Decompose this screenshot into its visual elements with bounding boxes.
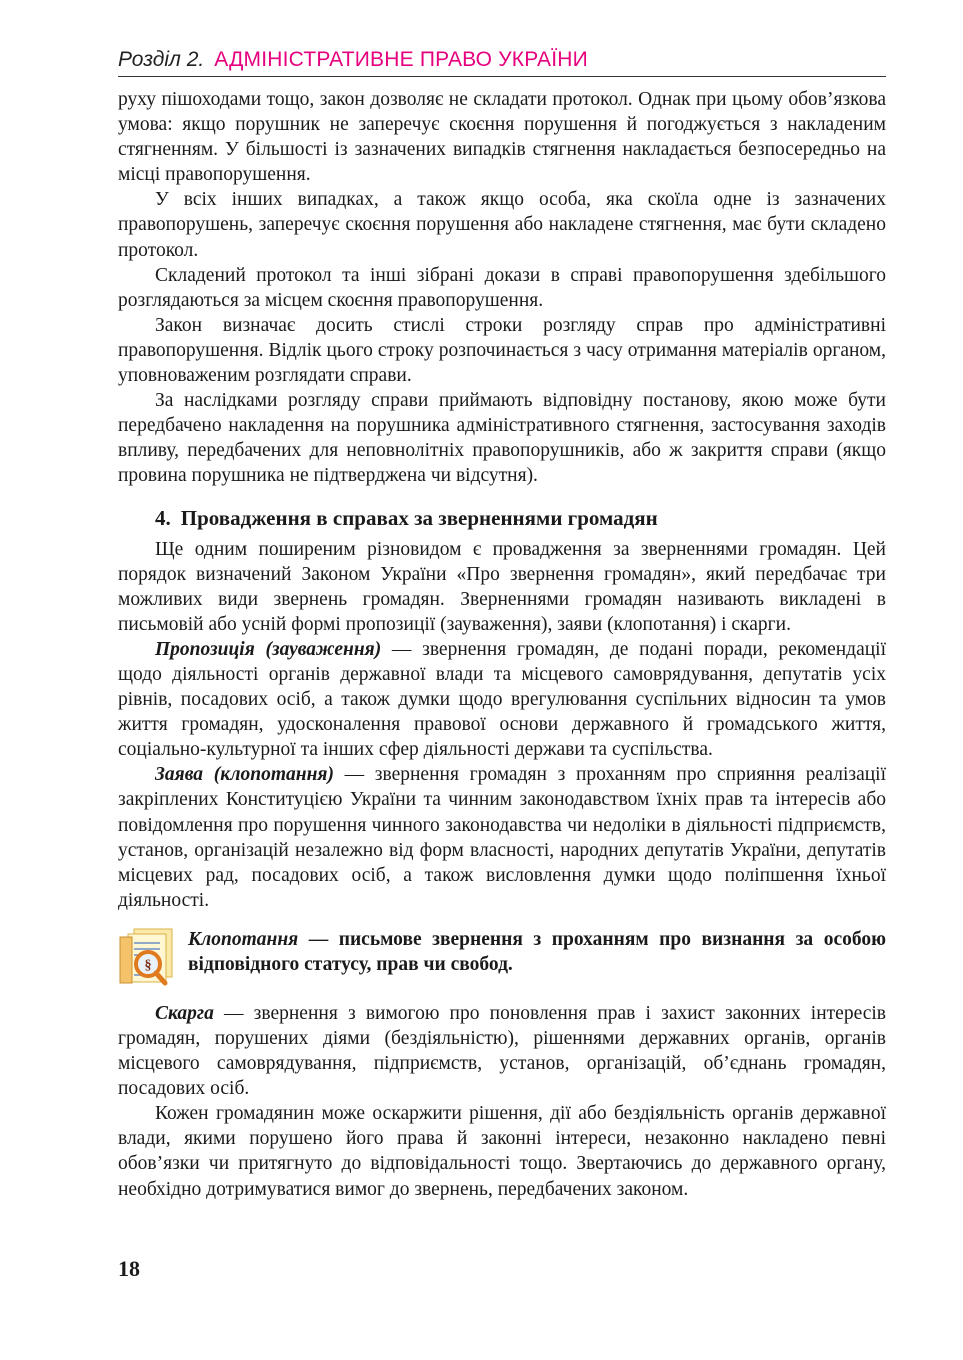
paragraph: Складений протокол та інші зібрані докази в справі правопорушення здебільшого розглядаються за місцем скоєння правопорушення. — [118, 264, 886, 311]
section-label: Розділ 2. — [118, 48, 205, 71]
paragraph: руху пішоходами тощо, закон дозволяє не складати протокол. Однак при цьому обов’язкова умова: якщо порушник не заперечує скоєння порушення й погоджується з накладеним стягненням. У більшості із зазначених випадків стягнення накладається безпосередньо на місці правопорушення. — [118, 89, 886, 186]
definition-application — [118, 762, 886, 913]
callout-text: — письмове звернення з проханням про визнання за особою відповідного статусу, прав чи свобод. — [188, 928, 886, 975]
page-body — [118, 87, 886, 1202]
law-document-magnifier-icon — [118, 927, 178, 991]
definition-text: — звернення громадян з проханням про сприяння реалізації закріплених Конституцією України та чинним законодавством їхніх прав та інтересів або повідомлення про порушення чинного законодавства чи недоліки в діяльності підприємств, установ, організацій незалежно від форм власності, народних депутатів України, депутатів місцевих рад, посадових осіб, а також висловлення думки щодо поліпшення їхньої діяльності. — [118, 764, 886, 911]
callout-definition — [188, 927, 886, 977]
definition-text: — звернення з вимогою про поновлення прав і захист законних інтересів громадян, порушених діями (бездіяльністю), рішеннями державних органів, органів місцевого самоврядування, підприємств, установ, організацій, об’єднань громадян, посадових осіб. — [118, 1002, 886, 1100]
section-heading — [118, 505, 886, 531]
paragraph: Ще одним поширеним різновидом є провадження за зверненнями громадян. Цей порядок визначений Законом України «Про звернення громадян», який передбачає три можливих види звернень громадян. Зверненнями громадян називають викладені в письмовій або усній формі пропозиції (зауваження), заяви (клопотання) і скарги. — [118, 538, 886, 635]
paragraph: Закон визначає досить стислі строки розгляду справ про адміністративні правопорушення. Відлік цього строку розпочинається з часу отримання матеріалів органом, уповноваженим розглядати справи. — [118, 314, 886, 387]
svg-text:§: § — [144, 957, 152, 973]
definition-text: — звернення громадян, де подані поради, рекомендації щодо діяльності органів державної влади та місцевого самоврядування, депутатів усіх рівнів, посадових осіб, а також думки щодо врегулювання суспільних відносин та умов життя громадян, удосконалення правової основи державного й громадського життя, соціально-культурної та інших сфер діяльності держави та суспільства. — [118, 638, 887, 761]
definition-proposal — [118, 637, 886, 762]
definition-callout — [118, 927, 886, 991]
section-heading-text: Провадження в справах за зверненнями громадян — [180, 505, 658, 530]
term-proposal: Пропозиція (зауваження) — [155, 638, 382, 660]
definition-complaint — [118, 1001, 886, 1101]
term-application: Заява (клопотання) — [155, 764, 334, 786]
section-number: 4. — [155, 505, 171, 530]
chapter-title: АДМІНІСТРАТИВНЕ ПРАВО УКРАЇНИ — [214, 48, 588, 71]
term-complaint: Скарга — [155, 1002, 214, 1024]
page-number: 18 — [118, 1256, 140, 1281]
paragraph: Кожен громадянин може оскаржити рішення, дії або бездіяльність органів державної влади, якими порушено його права й законні інтереси, незаконно накладено певні обов’язки чи притягнуто до відповідальності тощо. Звертаючись до державного органу, необхідно дотримуватися вимог до звернень, передбачених законом. — [118, 1103, 886, 1200]
term-petition: Клопотання — [188, 928, 299, 950]
running-header — [118, 44, 886, 77]
paragraph: У всіх інших випадках, а також якщо особа, яка скоїла одне із зазначених правопорушень, заперечує скоєння порушення або накладене стягнення, має бути складено протокол. — [118, 189, 886, 261]
paragraph: За наслідками розгляду справи приймають відповідну постанову, якою може бути передбачено накладення на порушника адміністративного стягнення, застосування заходів впливу, передбачених для неповнолітніх правопорушників, або ж закриття справи (якщо провина порушника не підтверджена чи відсутня). — [118, 390, 886, 487]
